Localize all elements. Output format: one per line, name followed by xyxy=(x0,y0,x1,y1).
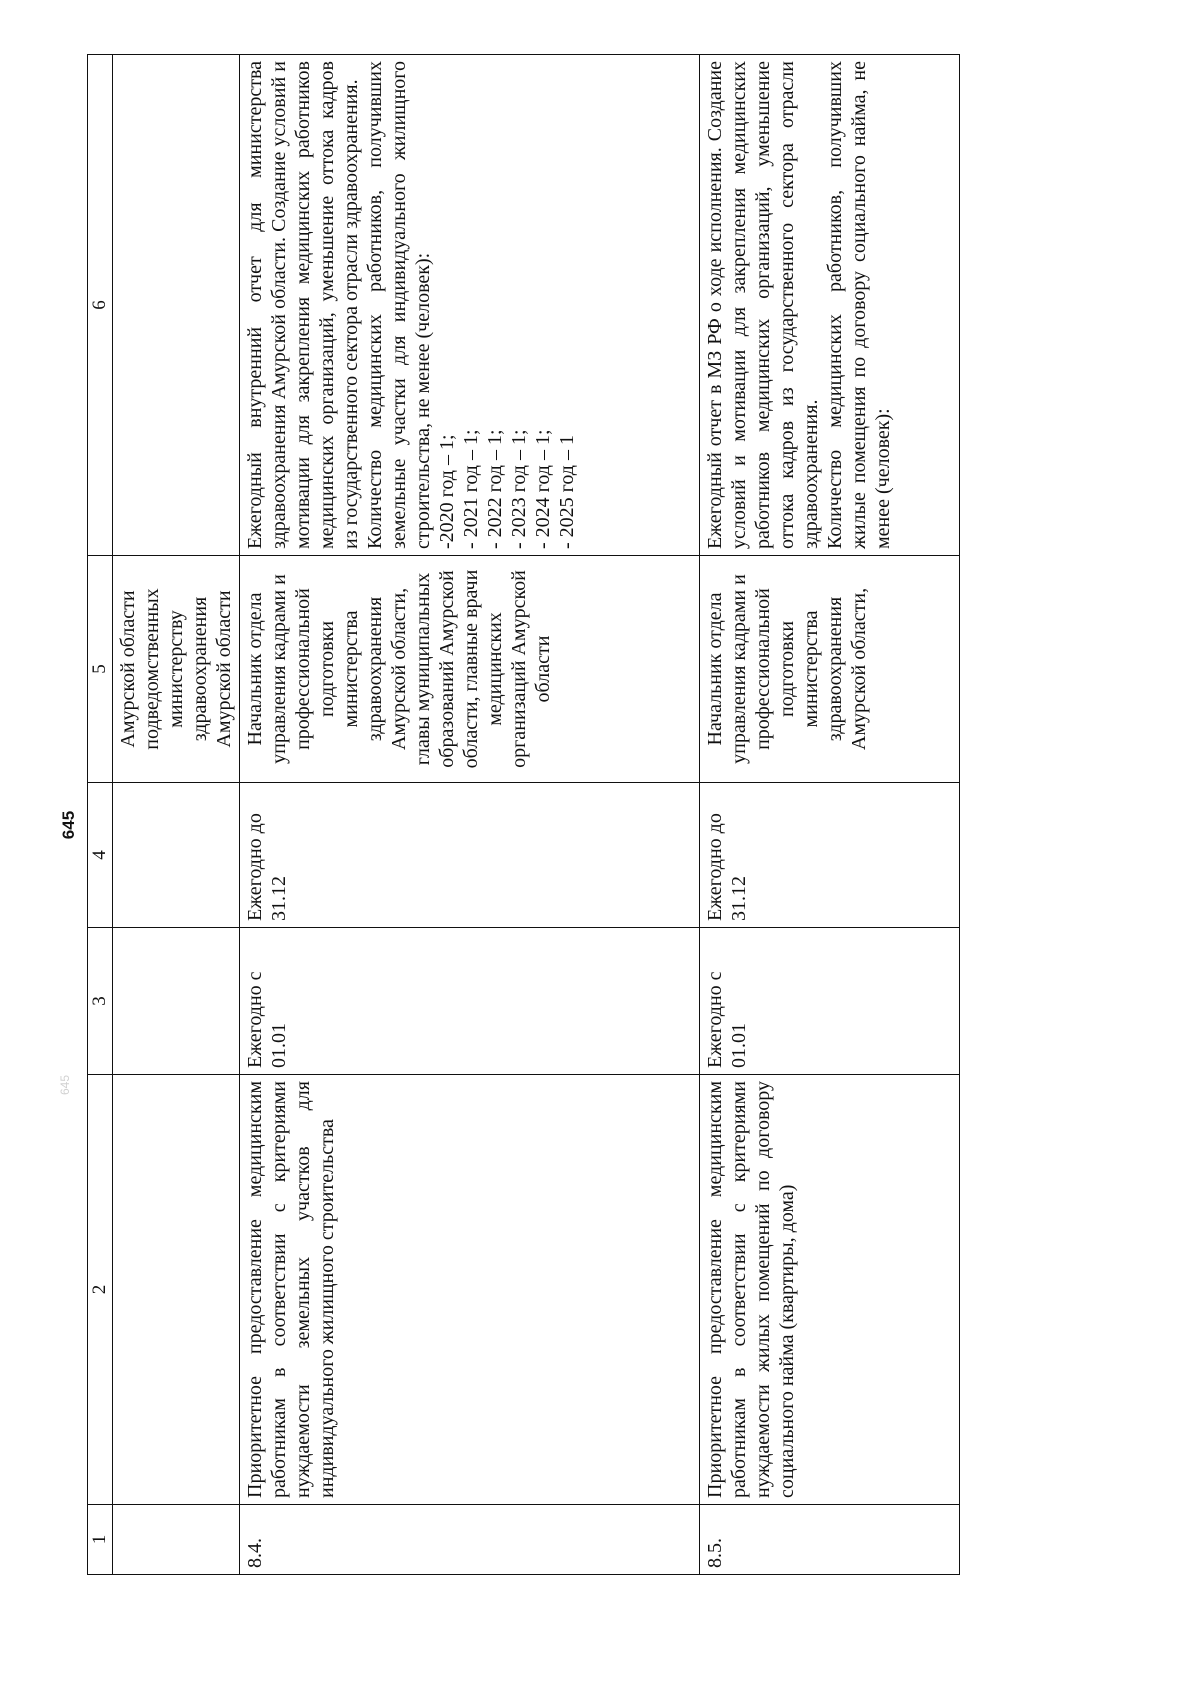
result-year: - 2024 год – 1; xyxy=(532,429,554,549)
result-year: -2020 год – 1; xyxy=(436,434,458,549)
column-header-2: 2 xyxy=(88,1075,113,1505)
result-year: - 2021 год – 1; xyxy=(460,429,482,549)
cell-empty xyxy=(113,55,240,556)
column-header-5: 5 xyxy=(88,556,113,783)
column-header-1: 1 xyxy=(88,1505,113,1575)
table-row xyxy=(240,55,700,1575)
scan-artifact-mark: 645 xyxy=(58,1074,73,1096)
page-number: 645 xyxy=(59,810,78,840)
measure-title: Приоритетное предоставление медицинским работникам в соответствии с критериями нуждаемости жилых помещений по договору социального найма (квартиры, дома) xyxy=(700,1075,960,1505)
column-header-3: 3 xyxy=(88,928,113,1075)
column-header-4: 4 xyxy=(88,783,113,928)
rotated-table-container xyxy=(87,55,1109,1575)
column-header-6: 6 xyxy=(88,55,113,556)
table-row-continuation xyxy=(113,55,240,1575)
end-date: Ежегодно до 31.12 xyxy=(240,783,700,928)
responsible: Начальник отдела управления кадрами и профессиональной подготовки министерства здравоохранения Амурской области, главы муниципальных образований Амурской области, главные врачи медицинских организаций Амурской области xyxy=(240,556,700,783)
cell-empty xyxy=(113,1505,240,1575)
cell-empty xyxy=(113,1075,240,1505)
responsible: Начальник отдела управления кадрами и профессиональной подготовки министерства здравоохранения Амурской области, xyxy=(700,556,960,783)
row-number: 8.4. xyxy=(240,1505,700,1575)
expected-result xyxy=(240,55,700,556)
result-year: - 2022 год – 1; xyxy=(484,429,506,549)
end-date: Ежегодно до 31.12 xyxy=(700,783,960,928)
cell-empty xyxy=(113,783,240,928)
table-row xyxy=(700,55,960,1575)
continuation-responsible: Амурской области подведомственных министерству здравоохранения Амурской области xyxy=(113,556,240,783)
column-header-row xyxy=(88,55,113,1575)
result-year: - 2025 год – 1 xyxy=(556,435,578,549)
start-date: Ежегодно с 01.01 xyxy=(240,928,700,1075)
result-year: - 2023 год – 1; xyxy=(508,429,530,549)
result-count: Количество медицинских работников, получивших жилые помещения по договору социального найма, не менее (человек): xyxy=(824,61,894,549)
row-number: 8.5. xyxy=(700,1505,960,1575)
result-count: Количество медицинских работников, получивших земельные участки для индивидуального жилищного строительства, не менее (человек): xyxy=(364,61,434,549)
expected-result xyxy=(700,55,960,556)
measure-title: Приоритетное предоставление медицинским работникам в соответствии с критериями нуждаемости земельных участков для индивидуального жилищного строительства xyxy=(240,1075,700,1505)
result-text: Ежегодный отчет в МЗ РФ о ходе исполнения. Создание условий и мотивации для закрепления медицинских работников медицинских организаций, уменьшение оттока кадров из государственного сектора отрасли здравоохранения. xyxy=(704,61,822,549)
cell-empty xyxy=(113,928,240,1075)
document-table xyxy=(87,54,960,1575)
result-text: Ежегодный внутренний отчет для министерства здравоохранения Амурской области. Создание условий и мотивации для закрепления медицинских работников медицинских организаций, уменьшение оттока кадров из государственного сектора отрасли здравоохранения. xyxy=(244,61,362,549)
start-date: Ежегодно с 01.01 xyxy=(700,928,960,1075)
